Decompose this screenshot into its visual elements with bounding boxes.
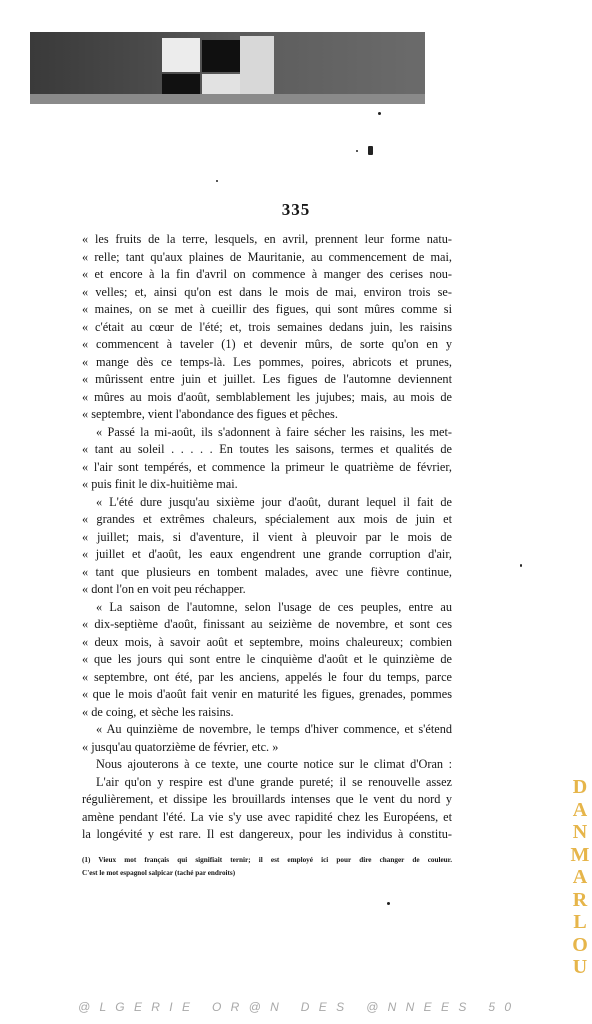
text-line: « que le mois d'août fait venir en maturité les figues, grenades, pommes bbox=[82, 687, 452, 701]
text-line: « Passé la mi-août, ils s'adonnent à faire sécher les raisins, les met- bbox=[96, 424, 452, 439]
text-line: « velles; et, ainsi qu'on est dans le mois de mai, environ trois se- bbox=[82, 284, 452, 299]
text-line: « puis finit le dix-huitième mai. bbox=[82, 477, 238, 491]
scan-speck bbox=[356, 150, 358, 152]
text-line: « tant que plusieurs en tombent malades, avec une fièvre continue, bbox=[82, 564, 452, 579]
text-line: « septembre, ont été, par les anciens, appelés le four du temps, parce bbox=[82, 669, 452, 684]
watermark-letter: N bbox=[572, 821, 588, 843]
text-line: « commencent à taveler (1) et devenir mûrs, de sorte qu'on en y bbox=[82, 337, 452, 351]
footnote-line: C'est le mot espagnol salpicar (taché par endroits) bbox=[82, 869, 236, 877]
text-line: « les fruits de la terre, lesquels, en avril, prennent leur forme natu- bbox=[82, 232, 452, 246]
scan-speck bbox=[378, 112, 381, 115]
page-number: 335 bbox=[281, 200, 311, 219]
watermark-letter: O bbox=[572, 933, 588, 956]
watermark-bottom: @ L G E R I E O R @ N D E S @ N N E E S 5 0 bbox=[77, 1000, 515, 1014]
scan-speck bbox=[216, 180, 218, 182]
watermark-letter: D bbox=[572, 776, 588, 798]
text-line: « deux mois, à savoir août et septembre, moins chaleureux; combien bbox=[82, 634, 452, 649]
text-line: « et encore à la fin d'avril on commence à manger des cerises nou- bbox=[82, 267, 452, 281]
watermark-letter: A bbox=[572, 798, 588, 821]
text-line: « juillet et d'août, les eaux engendrent une grande corruption d'air, bbox=[82, 547, 452, 561]
text-line: amène pendant l'été. La vie s'y use avec rapidité chez les Européens, et bbox=[82, 809, 452, 824]
text-line: « La saison de l'automne, selon l'usage de ces peuples, entre au bbox=[96, 599, 452, 614]
text-line: « c'était au cœur de l'été; et, trois semaines dedans juin, les raisins bbox=[82, 319, 452, 334]
footnote-line: (1) Vieux mot français qui signifiait ternir; il est employé ici pour dire changer de couleur. bbox=[82, 856, 452, 864]
text-line: « tant au soleil . . . . . En toutes les saisons, termes et qualités de bbox=[82, 442, 452, 456]
watermark-letter: A bbox=[572, 866, 588, 888]
text-line: « que les jours qui sont entre le cinquième d'août et le quinzième de bbox=[82, 652, 452, 666]
watermark-letter: U bbox=[572, 956, 588, 978]
text-line: « mûres au mois d'août, semblablement les jujubes; mais, au mois de bbox=[82, 389, 452, 404]
watermark-letter: M bbox=[570, 843, 590, 866]
text-line: « L'été dure jusqu'au sixième jour d'août, durant lequel il fait de bbox=[96, 494, 452, 509]
text-line: régulièrement, et dissipe les brouillards intenses que le vent du nord y bbox=[82, 792, 452, 806]
watermark-letter: L bbox=[573, 911, 587, 933]
scan-speck bbox=[387, 902, 390, 905]
body-text bbox=[82, 231, 452, 844]
watermark-vertical bbox=[570, 776, 590, 979]
text-line: « septembre, vient l'abondance des figues et pêches. bbox=[82, 407, 338, 421]
watermark-letter: R bbox=[572, 888, 588, 911]
text-line: « mange dès ce temps-là. Les pommes, poires, abricots et prunes, bbox=[82, 354, 452, 369]
text-line: « dix-septième d'août, finissant au seizième de novembre, et sont ces bbox=[82, 617, 452, 631]
text-line: « l'air sont tempérés, et commence la primeur le quatrième de février, bbox=[82, 459, 452, 474]
text-line: « dont l'on en voit peu réchapper. bbox=[82, 582, 246, 596]
scan-speck bbox=[520, 564, 522, 567]
text-line: « mûrissent entre juin et juillet. Les figues de l'automne deviennent bbox=[82, 372, 452, 386]
text-line: « grandes et extrêmes chaleurs, spécialement aux mois de juin et bbox=[82, 512, 452, 526]
scan-speck bbox=[368, 146, 373, 155]
text-line: la longévité y est rare. Il est dangereux, pour les individus à constitu- bbox=[82, 827, 452, 841]
scan-artifact-strip bbox=[30, 32, 425, 104]
text-line: « de coing, et sèche les raisins. bbox=[82, 704, 234, 719]
text-line: « juillet; mais, si d'aventure, il vient à pleuvoir par le mois de bbox=[82, 529, 452, 544]
text-line: L'air qu'on y respire est d'une grande pureté; il se renouvelle assez bbox=[96, 774, 452, 789]
text-line: « Au quinzième de novembre, le temps d'hiver commence, et s'étend bbox=[96, 722, 452, 736]
footnotes bbox=[82, 854, 452, 880]
text-line: « relle; tant qu'aux plaines de Mauritanie, au commencement de mai, bbox=[82, 249, 452, 264]
text-line: « jusqu'au quatorzième de février, etc. » bbox=[82, 739, 279, 754]
text-line: Nous ajouterons à ce texte, une courte notice sur le climat d'Oran : bbox=[96, 757, 452, 771]
text-line: « maines, on se met à cueillir des figues, qui sont mûres comme si bbox=[82, 302, 452, 316]
